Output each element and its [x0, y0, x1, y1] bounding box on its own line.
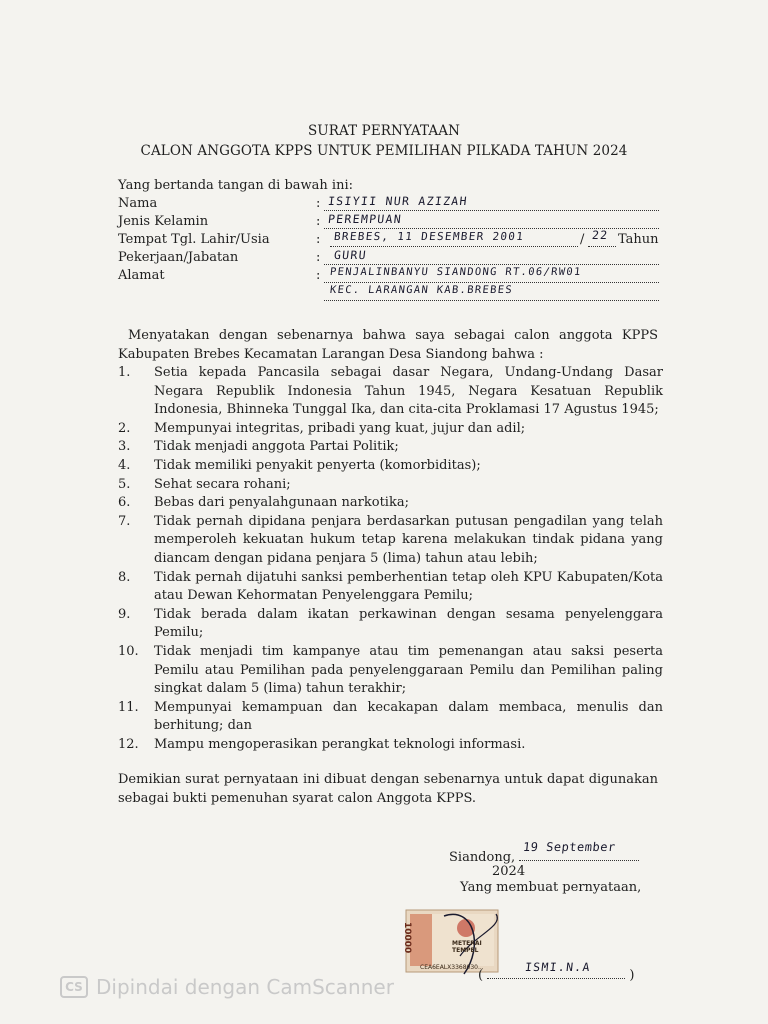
dotted-line — [324, 250, 659, 265]
list-item-text: Mampu mengoperasikan perangkat teknologi informasi. — [154, 736, 526, 752]
stamp-label: METERAI TEMPEL — [452, 940, 482, 954]
list-item-number: 3. — [118, 439, 131, 455]
list-item — [118, 643, 663, 699]
list-item-number: 11. — [118, 699, 139, 715]
list-item-text: Bebas dari penyalahgunaan narkotika; — [154, 495, 409, 511]
handwritten-value: ISIYII NUR AZIZAH — [327, 194, 469, 208]
list-item — [118, 494, 663, 513]
list-item-number: 5. — [118, 476, 131, 492]
list-item — [118, 699, 663, 736]
handwritten-value: GURU — [333, 248, 368, 262]
handwritten-age: 22 — [591, 228, 610, 242]
intro-text: Yang bertanda tangan di bawah ini: — [118, 178, 353, 193]
date-dotted-line — [519, 840, 639, 861]
list-item-number: 2. — [118, 420, 131, 436]
list-item-text: Tidak pernah dijatuhi sanksi pemberhentian tetap oleh KPU Kabupaten/Kota atau Dewan Kehormatan Penyelenggara Pemilu; — [154, 569, 663, 604]
document-subtitle: CALON ANGGOTA KPPS UNTUK PEMILIHAN PILKADA TAHUN 2024 — [140, 143, 628, 159]
closing-paragraph: Demikian surat pernyataan ini dibuat dengan sebenarnya untuk dapat digunakan sebagai bukti pemenuhan syarat calon Anggota KPPS. — [118, 772, 658, 806]
field-colon: : — [316, 214, 321, 229]
requirement-list — [118, 364, 663, 754]
list-item-text: Mempunyai integritas, pribadi yang kuat, jujur dan adil; — [154, 420, 526, 436]
list-item — [118, 438, 663, 457]
camscanner-watermark — [60, 972, 394, 1002]
handwritten-name: ISMI.N.A — [524, 960, 592, 974]
place-text: Siandong, — [449, 850, 516, 865]
field-label: Jenis Kelamin — [118, 214, 209, 229]
list-item — [118, 476, 663, 495]
field-colon: : — [316, 250, 321, 265]
list-item — [118, 606, 663, 643]
document-title: SURAT PERNYATAAN — [307, 123, 461, 139]
handwritten-date: 19 September — [522, 840, 617, 854]
list-item-text: Mempunyai kemampuan dan kecakapan dalam membaca, menulis dan berhitung; dan — [154, 699, 663, 734]
name-dotted-line — [487, 960, 625, 979]
list-item-number: 10. — [118, 643, 139, 659]
list-item-number: 9. — [118, 606, 131, 622]
field-ttl — [118, 228, 678, 250]
field-label: Nama — [118, 196, 158, 211]
list-item-number: 1. — [118, 365, 131, 380]
field-alamat-line2 — [118, 286, 678, 304]
list-item-text: Tidak pernah dipidana penjara berdasarkan putusan pengadilan yang telah memperoleh kekuatan hukum tetap karena melakukan tindak pidana yang diancam dengan pidana penjara 5 (lima) tahun atau lebih; — [154, 513, 663, 566]
list-item-text: Tidak memiliki penyakit penyerta (komorbiditas); — [154, 457, 481, 473]
list-item-text: Tidak berada dalam ikatan perkawinan dengan sesama penyelenggara Pemilu; — [154, 606, 663, 641]
age-suffix: Tahun — [618, 232, 659, 247]
list-item — [118, 736, 663, 755]
list-item-number: 12. — [118, 736, 139, 752]
field-label: Pekerjaan/Jabatan — [118, 250, 239, 265]
watermark-text: Dipindai dengan CamScanner — [96, 975, 394, 999]
list-item-text: Setia kepada Pancasila sebagai dasar Negara, Undang-Undang Dasar Negara Republik Indonesia Tahun 1945, Negara Kesatuan Republik Indonesia, Bhinneka Tunggal Ika, dan cita-cita Proklamasi 17 Agustus 1945; — [154, 365, 663, 418]
signature-year: 2024 — [492, 864, 526, 879]
stamp-serial: CEA6EALX3368030... — [420, 964, 484, 971]
slash: / — [580, 232, 585, 247]
field-colon: : — [316, 232, 321, 247]
list-item — [118, 569, 663, 606]
statement-paragraph: Menyatakan dengan sebenarnya bahwa saya sebagai calon anggota KPPS Kabupaten Brebes Kecamatan Larangan Desa Siandong bahwa : — [118, 328, 658, 362]
field-label: Alamat — [118, 268, 165, 283]
list-item-text: Tidak menjadi anggota Partai Politik; — [154, 439, 399, 455]
list-item-number: 4. — [118, 457, 131, 473]
signature-place — [449, 840, 639, 865]
list-item-number: 8. — [118, 569, 131, 585]
list-item-text: Tidak menjadi tim kampanye atau tim pemenangan atau saksi peserta Pemilu atau Pemilihan pada penyelenggaraan Pemilu dan Pemilihan paling singkat dalam 5 (lima) tahun terakhir; — [154, 643, 663, 697]
handwritten-value: PENJALINBANYU SIANDONG RT.06/RW01 — [329, 266, 583, 278]
signature-name-line: ( ISMI.N.A ) — [478, 960, 635, 983]
list-item-number: 6. — [118, 495, 131, 511]
handwritten-value: PEREMPUAN — [327, 212, 403, 226]
list-item-number: 7. — [118, 513, 131, 529]
field-label: Tempat Tgl. Lahir/Usia — [118, 232, 270, 247]
signature-maker-label: Yang membuat pernyataan, — [460, 880, 642, 895]
list-item — [118, 420, 663, 439]
camscanner-logo-icon: CS — [60, 976, 88, 998]
stamp-value: 10000 — [402, 922, 412, 954]
handwritten-value: KEC. LARANGAN KAB.BREBES — [329, 284, 514, 296]
field-colon: : — [316, 196, 321, 211]
list-item — [118, 513, 663, 569]
handwritten-value: BREBES, 11 DESEMBER 2001 — [333, 230, 525, 243]
list-item — [118, 457, 663, 476]
list-item-text: Sehat secara rohani; — [154, 476, 291, 492]
list-item — [118, 364, 663, 420]
field-colon: : — [316, 268, 321, 283]
